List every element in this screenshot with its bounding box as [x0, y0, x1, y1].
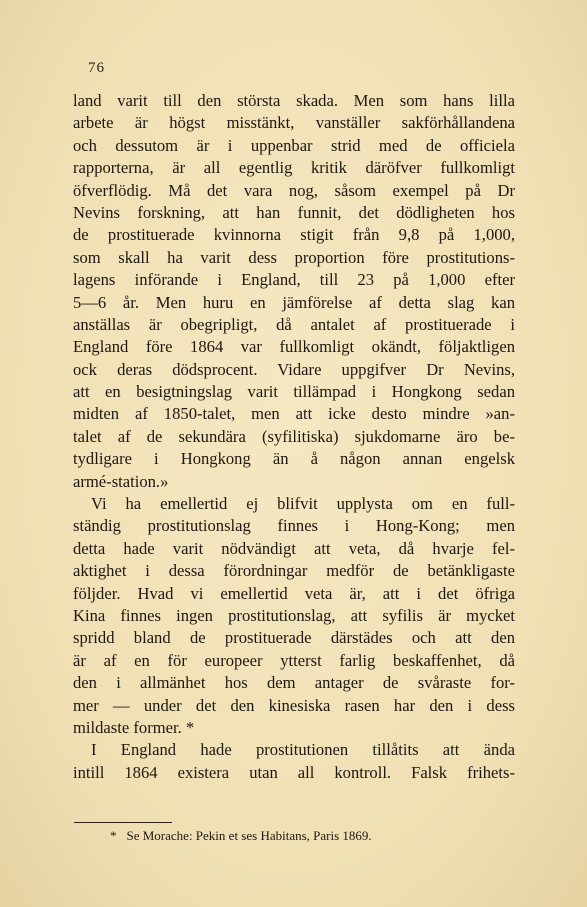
text-line: Kina finnes ingen prostitutionslag, att syfilis är mycket [73, 605, 515, 625]
text-line: England före 1864 var fullkomligt okändt, följaktligen [73, 337, 515, 357]
text-line: Vi ha emellertid ej blifvit upplysta om en full- [91, 494, 515, 514]
text-line: armé-station.» [73, 471, 169, 491]
text-line: talet af de sekundära (syfilitiska) sjukdomarne äro be- [73, 426, 515, 446]
text-line: arbete är högst misstänkt, vanställer sakförhållandena [73, 113, 515, 133]
text-line: aktighet i dessa förordningar medför de betänkligaste [73, 561, 515, 581]
text-line: mer — under det den kinesiska rasen har den i dess [73, 695, 515, 715]
text-line: är af en för europeer ytterst farlig beskaffenhet, då [73, 650, 515, 670]
body-text [73, 90, 515, 784]
text-line: tydligare i Hongkong än å någon annan engelsk [73, 449, 515, 469]
footnote [110, 828, 372, 844]
text-line: I England hade prostitutionen tillåtits att ända [91, 740, 515, 760]
text-line: midten af 1850-talet, men att icke desto mindre »an- [73, 404, 515, 424]
text-line: den i allmänhet hos dem antager de svåraste for- [73, 673, 515, 693]
text-line: lagens införande i England, till 23 på 1,000 efter [73, 270, 515, 290]
footnote-mark: * [110, 828, 117, 843]
footnote-text: Se Morache: Pekin et ses Habitans, Paris 1869. [126, 828, 372, 843]
text-line: Nevins forskning, att han funnit, det dödligheten hos [73, 202, 515, 222]
text-line: 5—6 år. Men huru en jämförelse af detta slag kan [73, 292, 515, 312]
footnote-divider [74, 822, 172, 823]
text-line: rapporterna, är all egentlig kritik däröfver fullkomligt [73, 158, 515, 178]
page-number: 76 [88, 60, 105, 76]
text-line: ock deras dödsprocent. Vidare uppgifver Dr Nevins, [73, 359, 515, 379]
text-line: land varit till den största skada. Men som hans lilla [73, 91, 515, 110]
text-line: intill 1864 existera utan all kontroll. Falsk frihets- [73, 762, 515, 782]
text-line: ständig prostitutionslag finnes i Hong-Kong; men [73, 516, 515, 536]
text-line: följder. Hvad vi emellertid veta är, att i det öfriga [73, 583, 515, 603]
text-line: öfverflödig. Må det vara nog, såsom exempel på Dr [73, 180, 515, 200]
text-line: som skall ha varit dess proportion före prostitutions- [73, 247, 515, 267]
text-line: och dessutom är i uppenbar strid med de officiela [73, 135, 515, 155]
text-line: mildaste former. * [73, 717, 195, 737]
text-line: spridd bland de prostituerade därstädes och att den [73, 628, 515, 648]
text-line: de prostituerade kvinnorna stigit från 9,8 på 1,000, [73, 225, 515, 245]
text-line: att en besigtningslag varit tillämpad i Hongkong sedan [73, 382, 515, 402]
text-line: anställas är obegripligt, då antalet af prostituerade i [73, 314, 515, 334]
text-line: detta hade varit nödvändigt att veta, då hvarje fel- [73, 538, 515, 558]
